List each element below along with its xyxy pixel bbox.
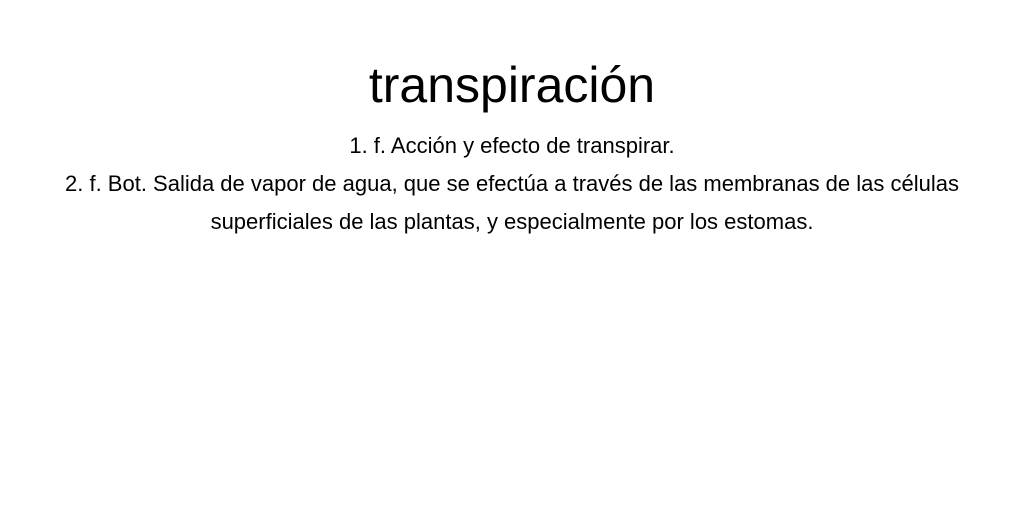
- definition-1: 1. f. Acción y efecto de transpirar.: [349, 133, 675, 158]
- headword: transpiración: [368, 57, 656, 113]
- definitions-list: [40, 127, 984, 241]
- definition-2: 2. f. Bot. Salida de vapor de agua, que se efectúa a través de las membranas de las células superficiales de las plantas, y especialmente por los estomas.: [65, 171, 959, 234]
